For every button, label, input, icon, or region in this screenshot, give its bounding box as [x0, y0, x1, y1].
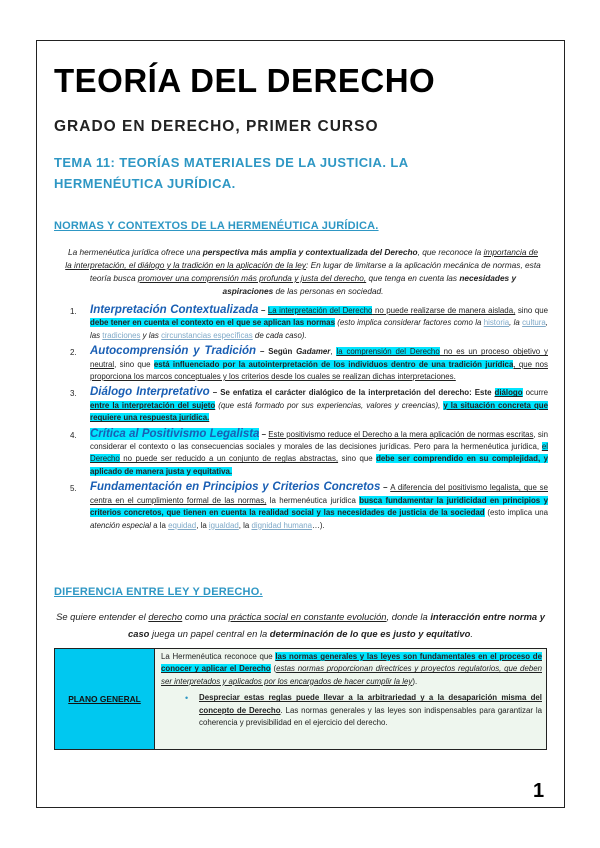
- point-title: Fundamentación en Principios y Criterios Concretos: [90, 481, 381, 494]
- link-text: igualdad: [208, 520, 239, 530]
- diferencia-paragraph: Se quiere entender el derecho como una práctica social en constante evolución, donde la interacción entre norma y caso juega un papel central en la determinación de lo que es justo y equitativo.: [56, 611, 545, 639]
- section-heading-normas: NORMAS Y CONTEXTOS DE LA HERMENÉUTICA JURÍDICA.: [54, 220, 379, 232]
- document-title: TEORÍA DEL DERECHO: [54, 62, 436, 99]
- link-text: circunstancias específicas: [161, 330, 253, 340]
- list-item: 3. Diálogo Interpretativo – Se enfatiza el carácter dialógico de la interpretación del derecho: Este diálogo ocurre entre la interpretación del sujeto (que está formado por sus experiencias, valores y creencias), y la situación concreta que requiere una respuesta jurídica.: [70, 386, 548, 423]
- intro-paragraph: La hermenéutica jurídica ofrece una perspectiva más amplia y contextualizada del Derecho, que reconoce la importancia de la interpretación, el diálogo y la tradición en la aplicación de la ley: En lugar de limitarse a la aplicación mecánica de normas, esta teoría busca promover una comprensión más profunda y justa del derecho, que tenga en cuenta las necesidades y aspiraciones de las personas en sociedad.: [65, 247, 541, 296]
- list-item: 4. Crítica al Positivismo Legalista – Este positivismo reduce el Derecho a la mera aplicación de normas escritas, sin considerar el contexto o las consecuencias sociales y morales de las decisiones jurídicas. Pero para la hermenéutica jurídica, el Derecho no puede ser reducido a un conjunto de reglas abstractas, sino que debe ser comprendido en su complejidad, y aplicado de manera justa y equitativa.: [70, 427, 549, 476]
- point-title: Diálogo Interpretativo: [90, 386, 210, 399]
- list-item: 2. Autocomprensión y Tradición – Según Gadamer, la comprensión del Derecho no es un proceso objetivo y neutral, sino que está influenciado por la autointerpretación de los individuos dentro de una tradición jurídica, que nos proporciona los marcos conceptuales y los criterios desde los cuales se realizan dichas interpretaciones.: [70, 345, 548, 382]
- numbered-points: [70, 304, 548, 535]
- list-item: 5. Fundamentación en Principios y Criterios Concretos – A diferencia del positivismo legalista, que se centra en el cumplimiento formal de las normas, la hermenéutica jurídica busca fundamentar la juridicidad en principios y criterios concretos, que tienen en cuenta la realidad social y las necesidades de justicia de la sociedad (esto implica una atención especial a la equidad, la igualdad, la dignidad humana…).: [70, 481, 548, 530]
- plano-general-table: [54, 648, 547, 750]
- page-number: 1: [533, 780, 545, 802]
- list-item: 1. Interpretación Contextualizada – La interpretación del Derecho no puede realizarse de manera aislada, sino que debe tener en cuenta el contexto en el que se aplican las normas (esto implica considerar factores como la historia, la cultura, las tradiciones y las circunstancias específicas de cada caso).: [70, 304, 548, 340]
- link-text: cultura: [522, 318, 546, 328]
- table-label-cell: PLANO GENERAL: [55, 649, 155, 750]
- section-heading-diferencia: DIFERENCIA ENTRE LEY Y DERECHO.: [54, 586, 263, 598]
- list-item: • Despreciar estas reglas puede llevar a la arbitrariedad y a la desaparición misma del concepto de Derecho. Las normas generales y las leyes son indispensables para garantizar la coherencia y previsibilidad en el ejercicio del derecho.: [185, 693, 542, 728]
- link-text: tradiciones: [102, 330, 141, 340]
- link-text: dignidad humana: [251, 520, 313, 530]
- point-title: Autocomprensión y Tradición: [90, 345, 257, 358]
- table-paragraph: La Hermenéutica reconoce que las normas generales y las leyes son fundamentales en el proceso de conocer y aplicar el Derecho (estas normas proporcionan directrices y proyectos regulatorios, que deben ser interpretados y aplicados por los encargados de hacer cumplir la ley).: [161, 652, 542, 686]
- tema-heading: TEMA 11: TEORÍAS MATERIALES DE LA JUSTICIA. LA HERMENÉUTICA JURÍDICA.: [54, 155, 409, 191]
- point-title: Crítica al Positivismo Legalista: [90, 427, 260, 440]
- table-content-cell: [155, 649, 547, 750]
- link-text: historia: [483, 318, 510, 328]
- document-subtitle: GRADO EN DERECHO, PRIMER CURSO: [54, 118, 379, 135]
- bullet-icon: •: [185, 693, 189, 704]
- point-title: Interpretación Contextualizada: [90, 304, 259, 316]
- link-text: equidad: [168, 520, 197, 530]
